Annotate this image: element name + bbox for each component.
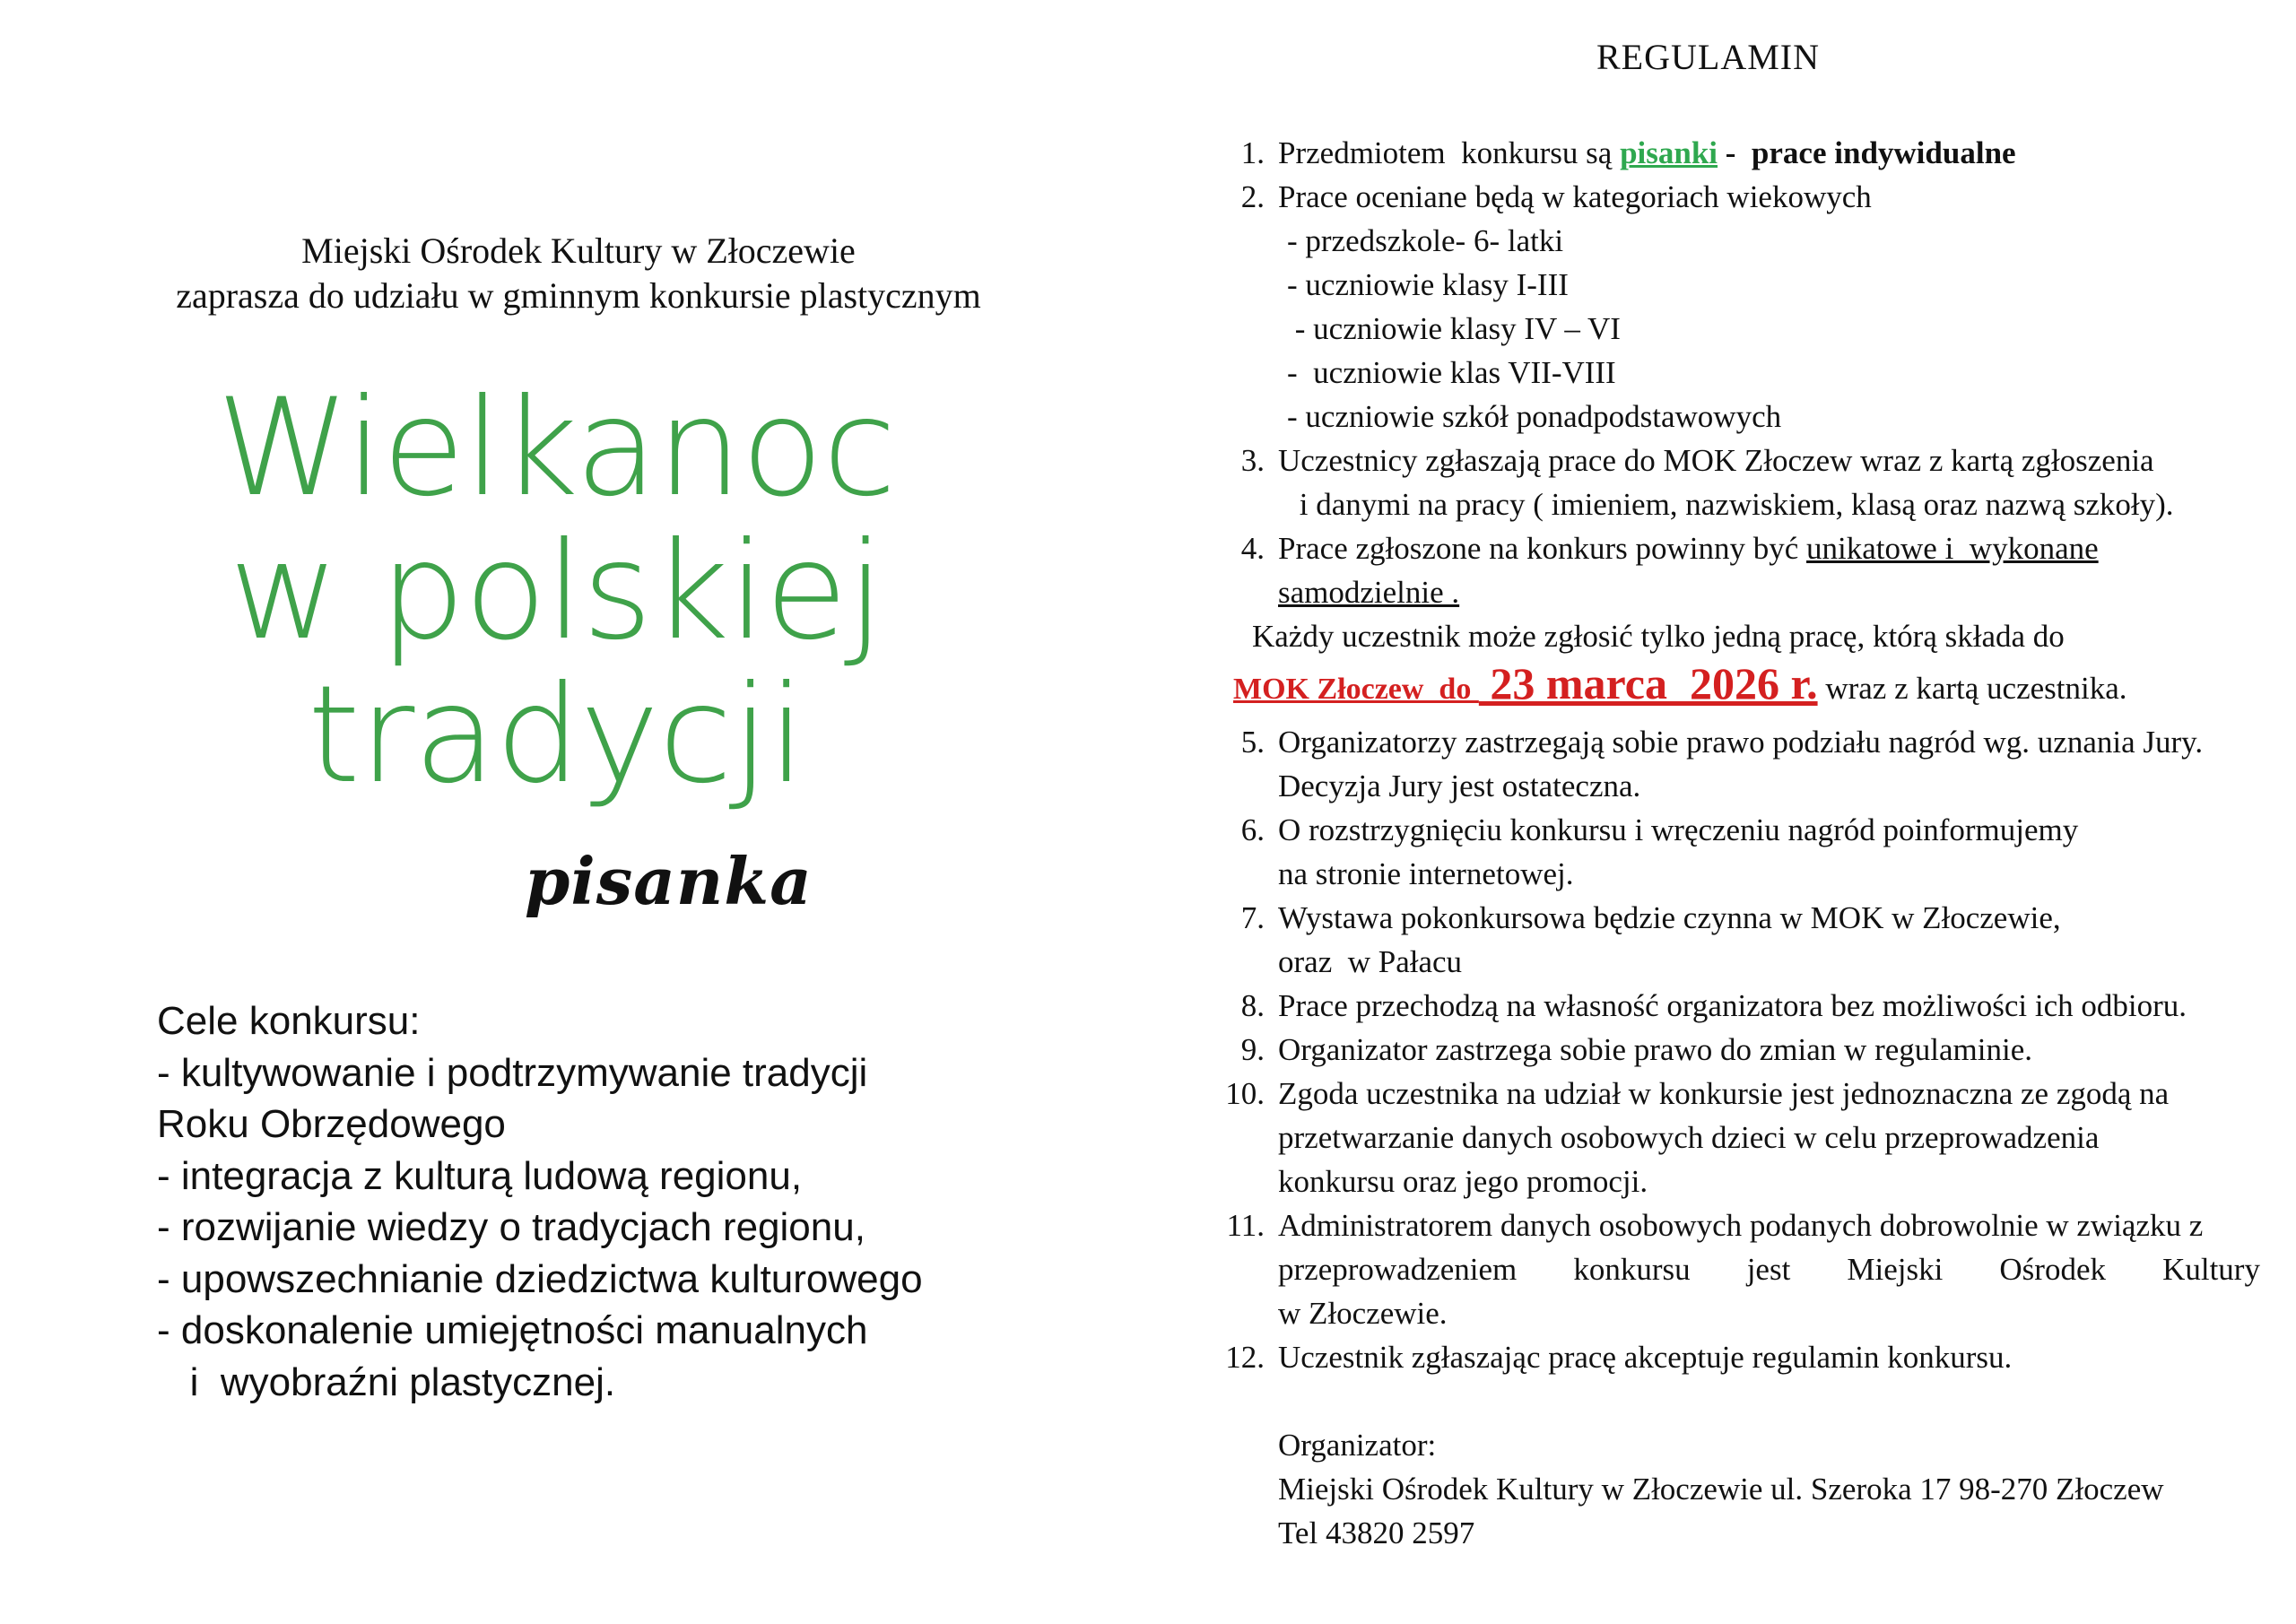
rule-text: O rozstrzygnięciu konkursu i wręczeniu nagród poinformujemy [1278,812,2079,847]
deadline-date: 23 marca 2026 r. [1478,658,1818,708]
goal-item: - rozwijanie wiedzy o tradycjach regionu, [157,1205,865,1249]
organizer-label: Organizator: [1278,1428,1437,1463]
rule-number: 10. [1225,1076,1265,1111]
rule-text: Prace oceniane będą w kategoriach wiekowych [1278,179,1872,214]
category-item: - uczniowie klasy I-III [1287,267,1569,302]
goals-heading: Cele konkursu: [157,999,421,1043]
category-item: - uczniowie szkół ponadpodstawowych [1287,399,1782,434]
rule-text [1278,526,2099,570]
rule-number: 11. [1226,1208,1265,1243]
goal-item: - integracja z kulturą ludową regionu, [157,1153,803,1198]
rule-text: Wystawa pokonkursowa będzie czynna w MOK w Złoczewie, [1278,900,2061,935]
category-item: - uczniowie klasy IV – VI [1287,311,1621,346]
rule-text-part: Przedmiotem konkursu są [1278,135,1621,170]
word: Kultury [2162,1252,2260,1287]
title-line-3: tradycji [307,657,805,813]
rule-text-underlined: unikatowe i wykonane [1806,531,2099,566]
word: Miejski [1847,1252,1944,1287]
title-line-1: Wielkanoc [216,370,896,526]
organizer-phone: Tel 43820 2597 [1278,1515,1475,1550]
each-participant-line: Każdy uczestnik może zgłosić tylko jedną pracę, którą składa do [1252,619,2065,654]
rule-number: 12. [1225,1340,1265,1375]
rule-text-cont: przetwarzanie danych osobowych dzieci w celu przeprowadzenia [1278,1120,2100,1155]
rule-text-cont: Decyzja Jury jest ostateczna. [1278,769,1641,803]
rule-number: 6. [1240,812,1265,847]
contest-goals [157,995,923,1408]
deadline-place: MOK Złoczew do [1233,673,1479,706]
rule-text-bold: - prace indywidualne [1718,135,2016,170]
rule-text: Organizatorzy zastrzegają sobie prawo podziału nagród wg. uznania Jury. [1278,725,2204,760]
word: konkursu [1573,1252,1691,1287]
rule-text-cont: oraz w Pałacu [1278,944,1463,979]
deadline-suffix: wraz z kartą uczestnika. [1817,671,2127,706]
title-line-2: w polskiej [229,514,883,670]
rule-number: 1. [1240,135,1265,170]
rule-number: 7. [1240,900,1265,935]
rule-text: Organizator zastrzega sobie prawo do zmian w regulaminie. [1278,1032,2032,1067]
word: jest [1746,1252,1791,1287]
goal-item: - upowszechnianie dziedzictwa kulturowego [157,1256,923,1301]
rule-number: 4. [1240,531,1265,566]
rule-text-cont: na stronie internetowej. [1278,856,1574,891]
highlight-pisanki: pisanki [1620,135,1718,170]
deadline-line [1233,658,2127,711]
word: Ośrodek [1999,1252,2106,1287]
word: przeprowadzeniem [1278,1252,1518,1287]
category-item: - przedszkole- 6- latki [1287,223,1564,258]
intro-line-1: Miejski Ośrodek Kultury w Złoczewie [301,230,856,271]
rule-number: 3. [1240,443,1265,478]
rule-number: 8. [1240,988,1265,1023]
rule-number: 2. [1240,179,1265,214]
intro-line-2: zaprasza do udziału w gminnym konkursie plastycznym [176,275,981,316]
rule-text: Prace przechodzą na własność organizatora bez możliwości ich odbioru. [1278,988,2187,1023]
rule-number: 9. [1240,1032,1265,1067]
goal-item: - kultywowanie i podtrzymywanie tradycji [157,1050,868,1095]
goal-item: Roku Obrzędowego [157,1102,506,1146]
rule-text: Zgoda uczestnika na udział w konkursie jest jednoznaczna ze zgodą na [1278,1076,2170,1111]
goal-item: - doskonalenie umiejętności manualnych [157,1308,868,1352]
rule-text-cont: i danymi na pracy ( imieniem, nazwiskiem, klasą oraz nazwą szkoły). [1292,487,2174,522]
regulations-title: REGULAMIN [1596,37,1820,77]
subtitle-pisanka: pisanka [525,843,813,919]
rule-text-part: Prace zgłoszone na konkurs powinny być [1278,531,1807,566]
rule-text [1278,131,2016,175]
regulations-page [1202,0,2296,1624]
rule-text-justified [1278,1247,2260,1291]
rule-text-underlined-cont: samodzielnie . [1278,575,1460,610]
organizer-address: Miejski Ośrodek Kultury w Złoczewie ul. Szeroka 17 98-270 Złoczew [1278,1472,2164,1507]
rule-text-cont: w Złoczewie. [1278,1296,1448,1331]
rule-text: Uczestnik zgłaszając pracę akceptuje regulamin konkursu. [1278,1340,2013,1375]
category-item: - uczniowie klas VII-VIII [1287,355,1616,390]
goal-item: i wyobraźni plastycznej. [157,1359,616,1404]
rule-text: Uczestnicy zgłaszają prace do MOK Złoczew wraz z kartą zgłoszenia [1278,443,2154,478]
rule-text-cont: konkursu oraz jego promocji. [1278,1164,1648,1199]
rule-number: 5. [1240,725,1265,760]
rule-text: Administratorem danych osobowych podanych dobrowolnie w związku z [1278,1208,2204,1243]
